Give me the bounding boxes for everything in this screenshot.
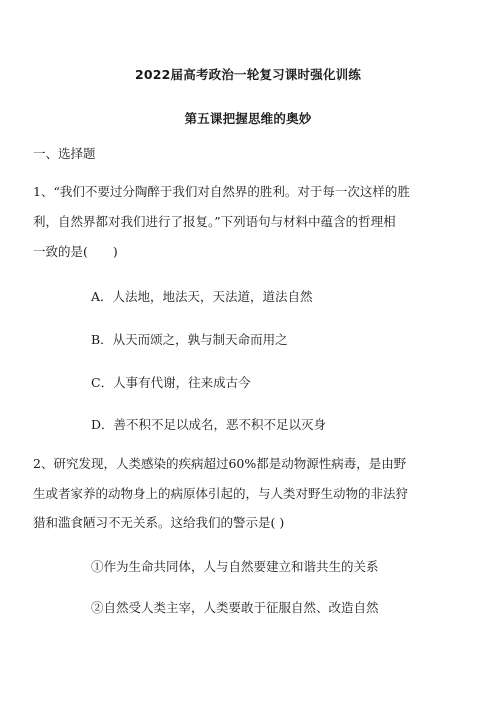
section-heading: 一、选择题 bbox=[33, 146, 96, 161]
question-1-option-c: C．人事有代谢，往来成古今 bbox=[91, 375, 251, 390]
question-1-stem-line-2: 利，自然界都对我们进行了报复。”下列语句与材料中蕴含的哲理相 bbox=[33, 214, 396, 229]
question-2-stem-line-2: 生或者家养的动物身上的病原体引起的，与人类对野生动物的非法狩 bbox=[33, 486, 409, 501]
question-2-option-2: ②自然受人类主宰，人类要敢于征服自然、改造自然 bbox=[91, 600, 379, 615]
question-2-stem-line-1: 2、研究发现，人类感染的疾病超过60%都是动物源性病毒，是由野 bbox=[33, 456, 407, 471]
document-subtitle: 第五课把握思维的奥妙 bbox=[184, 111, 312, 126]
question-1-option-b: B．从天而颂之，孰与制天命而用之 bbox=[91, 332, 288, 347]
question-2-stem-line-3: 猎和滥食陋习不无关系。这给我们的警示是( ) bbox=[33, 515, 285, 530]
question-1-option-d: D．善不积不足以成名，恶不积不足以灭身 bbox=[91, 417, 327, 432]
question-2-option-1: ①作为生命共同体，人与自然要建立和谐共生的关系 bbox=[91, 559, 379, 574]
question-1-stem-line-1: 1、“我们不要过分陶醉于我们对自然界的胜利。对于每一次这样的胜 bbox=[33, 184, 410, 199]
document-title: 2022届高考政治一轮复习课时强化训练 bbox=[134, 67, 362, 82]
question-1-option-a: A．人法地，地法天，天法道，道法自然 bbox=[91, 289, 313, 304]
question-1-stem-line-3: 一致的是( ) bbox=[33, 244, 118, 259]
